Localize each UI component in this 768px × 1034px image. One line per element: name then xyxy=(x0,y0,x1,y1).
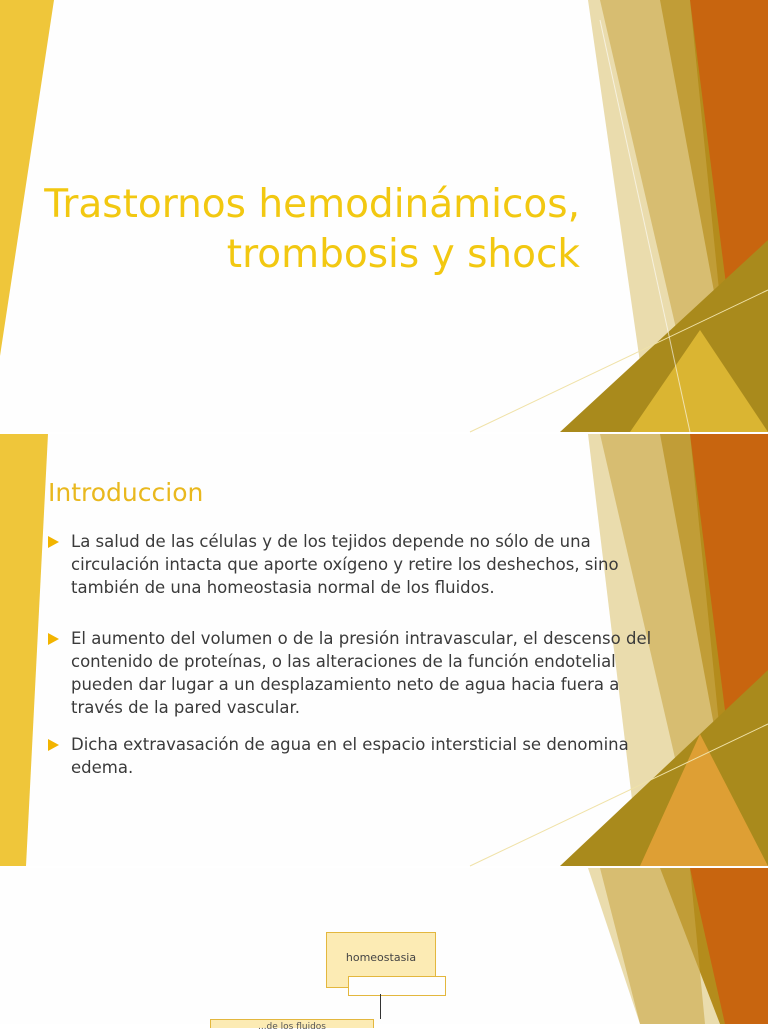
bullet-arrow-icon xyxy=(48,633,59,645)
list-item xyxy=(48,733,658,779)
title-slide xyxy=(0,0,768,432)
diagram-root-subnode xyxy=(348,976,446,996)
list-item xyxy=(48,627,658,719)
section-heading: Introduccion xyxy=(48,478,204,507)
intro-slide xyxy=(0,434,768,866)
diagram-child-node: ...de los fluidos xyxy=(210,1019,374,1028)
bullet-arrow-icon xyxy=(48,536,59,548)
diagram-root-node: homeostasia xyxy=(326,932,436,988)
left-yellow-wedge xyxy=(0,434,48,866)
bullet-arrow-icon xyxy=(48,739,59,751)
diagram-slide xyxy=(0,868,768,1032)
bullet-text: El aumento del volumen o de la presión intravascular, el descenso del contenido de proteínas, o las alteraciones de la función endotelial pueden dar lugar a un desplazamiento neto de agua hacia fuera a través de la pared vascular. xyxy=(71,629,652,717)
slide-title xyxy=(44,180,580,280)
left-yellow-wedge xyxy=(0,0,54,356)
bullet-text: Dicha extravasación de agua en el espacio intersticial se denomina edema. xyxy=(71,735,629,777)
list-item xyxy=(48,530,658,599)
bullet-list xyxy=(48,530,658,779)
title-line-2: trombosis y shock xyxy=(226,232,580,277)
title-line-1: Trastornos hemodinámicos, xyxy=(44,182,580,227)
diagram-connector xyxy=(380,994,381,1019)
bullet-text: La salud de las células y de los tejidos depende no sólo de una circulación intacta que aporte oxígeno y retire los deshechos, sino también de una homeostasia normal de los fluidos. xyxy=(71,532,619,597)
